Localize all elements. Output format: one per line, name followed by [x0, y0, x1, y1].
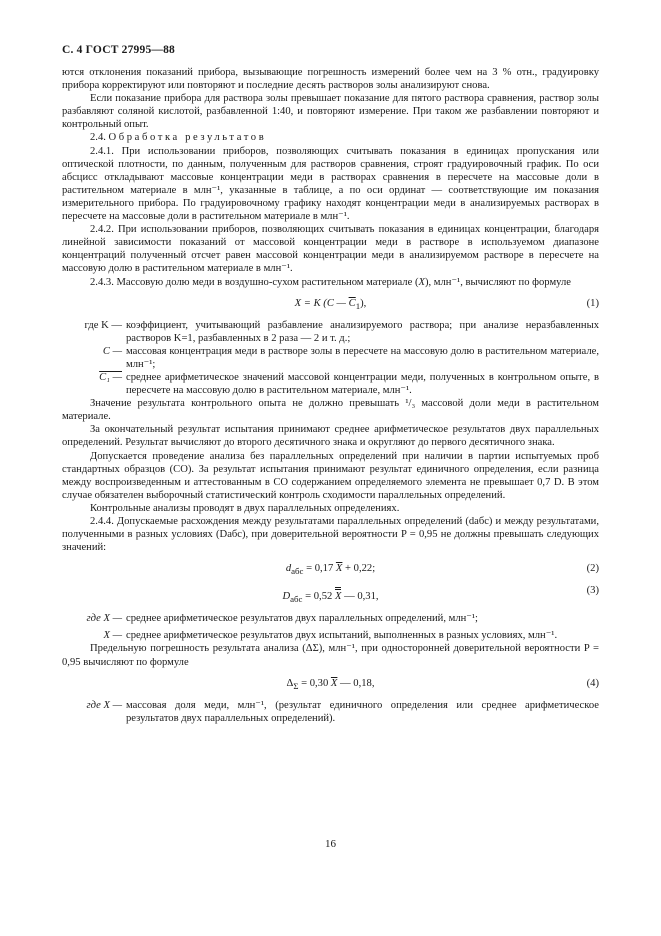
- section-number: 2.4.: [90, 132, 106, 144]
- definition-row: C₁ — среднее арифметическое значений массовой концентрации меди, полученных в контрольном опыте, в пересчете на массовую долю в растительном материале, млн⁻¹.: [99, 371, 599, 397]
- formula-number: (3): [586, 585, 599, 597]
- definitions-formula-1: [62, 319, 599, 398]
- paragraph-2-4-3: 2.4.3. Массовую долю меди в воздушно-сухом растительном материале (X), млн⁻¹, вычисляют по формуле: [90, 276, 571, 288]
- paragraph-2-4-4: 2.4.4. Допускаемые расхождения между результатами параллельных определений (dабс) и между результатами, полученными в разных условиях (Dабс), при доверительной вероятности P = 0,95 не должны превышать следующих значений:: [62, 516, 599, 554]
- paragraph-final-result: За окончательный результат испытания принимают среднее арифметическое результатов двух параллельных определений. Результат вычисляют до второго десятичного знака и округляют до первого десятичного знака.: [62, 424, 599, 449]
- section-title: Обработка результатов: [108, 132, 267, 144]
- formula-3: $D_{абс} = 0,52$ X — 0,31, (3): [282, 585, 599, 605]
- paragraph-2-4-2: 2.4.2. При использовании приборов, позволяющих считывать показания в единицах концентрации, благодаря линейной зависимости показаний от массовой концентрации меди в растворе в используемом диапазоне концентраций полученный отсчет равен массовой концентрации меди в анализируемом растворе в пересчете на массовую долю в растительном материале в млн⁻¹.: [62, 224, 599, 275]
- paragraph-control-analyses: Контрольные анализы проводят в двух параллельных определениях.: [90, 502, 400, 514]
- section-heading-2-4: [62, 131, 599, 144]
- paragraph-continuation: ются отклонения показаний прибора, вызывающие погрешность измерений более чем на 3 % отн., градуировку прибора корректируют или повторяют и последние десять растворов золы анализируют снова.: [62, 67, 599, 92]
- paragraph-control-limit: Значение результата контрольного опыта не должно превышать ¹/₃ массовой доли меди в растительном материале.: [62, 398, 599, 423]
- definitions-formula-4: [62, 699, 599, 725]
- definitions-formula-2-3: [62, 612, 599, 642]
- formula-number: (4): [586, 677, 599, 689]
- definition-row: C — массовая концентрация меди в растворе золы в пересчете на массовую долю в растительном материале, млн⁻¹;: [102, 345, 599, 370]
- page-header: С. 4 ГОСТ 27995—88: [62, 44, 175, 56]
- page-number: 16: [325, 838, 336, 850]
- document-body: [62, 66, 599, 725]
- definition-row: где X — среднее арифметическое результатов двух параллельных определений, млн⁻¹;: [86, 613, 478, 625]
- formula-2: $d_{абс} = 0,17$ $\overline{X} + 0,22$; (2): [285, 563, 599, 577]
- paragraph-dilution: Если показание прибора для раствора золы превышает показание для пятого раствора сравнения, раствор золы разбавляют соляной кислотой, разбавленной 1:40, и повторяют измерение. При таком же разбавлении повторяют и контрольный опыт.: [62, 93, 599, 131]
- formula-number: (1): [586, 297, 599, 309]
- paragraph-2-4-1: 2.4.1. При использовании приборов, позволяющих считывать показания в единицах пропускания или оптической плотности, по данным, полученным для растворов сравнения, строят градуировочный график. По оси абсцисс откладывают массовые концентрации меди в растворах сравнения в пересчете на массовые доли в растительном материале в млн⁻¹, указанные в таблице, а по оси ординат — соответствующие им показания измерительного прибора. По градуировочному графику находят концентрации меди в анализируемых растворах в пересчете на массовые доли в растительном материале в млн⁻¹.: [62, 145, 599, 223]
- paragraph-single-determination: Допускается проведение анализа без параллельных определений при наличии в партии испытуемых проб стандартных образцов (СО). За результат испытания принимают результат единичного определения, если разница между воспроизведенным и аттестованным в СО содержанием определяемого элемента не превышает 0,7 D. В этом случае обязателен выборочный статистический контроль сходимости параллельных определений.: [62, 450, 599, 501]
- formula-1: X = K (C — $\overline{C}_1$), (1): [294, 297, 599, 311]
- definition-row: X — среднее арифметическое результатов двух испытаний, выполненных в разных условиях, млн⁻¹.: [103, 630, 558, 642]
- formula-number: (2): [586, 563, 599, 575]
- definition-row: где K — коэффициент, учитывающий разбавление анализируемого раствора; при анализе неразбавленных растворов K=1, разбавленных в 2 раза — 2 и т. д.;: [84, 319, 599, 344]
- formula-4: $\Delta_\Sigma = 0,30$ $\overline{X}$ — 0,18, (4): [286, 677, 599, 691]
- paragraph-limit-error: Предельную погрешность результата анализа (ΔΣ), млн⁻¹, при односторонней доверительной вероятности P = 0,95 вычисляют по формуле: [62, 643, 599, 668]
- definition-row: где X — массовая доля меди, млн⁻¹, (результат единичного определения или среднее арифметическое результатов двух параллельных определений).: [86, 699, 599, 724]
